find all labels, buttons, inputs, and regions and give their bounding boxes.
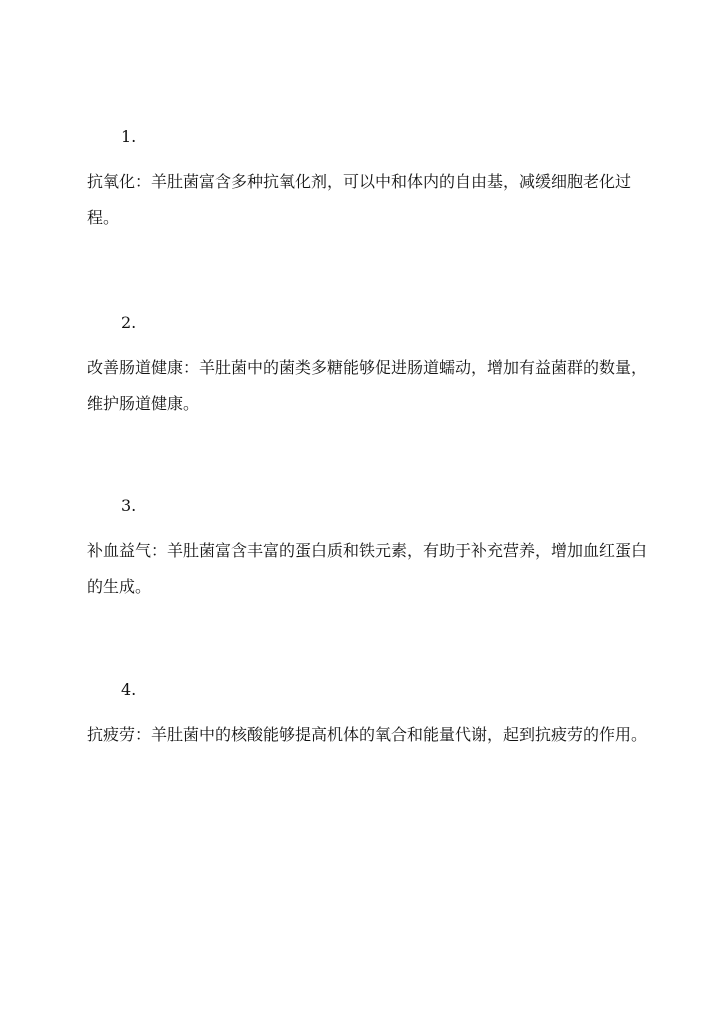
list-item — [87, 496, 647, 605]
item-text: 改善肠道健康：羊肚菌中的菌类多糖能够促进肠道蠕动，增加有益菌群的数量，维护肠道健康。 — [87, 358, 648, 413]
item-number: 1. — [121, 127, 137, 146]
list-item — [87, 127, 647, 236]
list-item — [87, 313, 647, 422]
item-text: 抗疲劳：羊肚菌中的核酸能够提高机体的氧合和能量代谢，起到抗疲劳的作用。 — [87, 725, 648, 744]
item-number: 3. — [121, 496, 137, 515]
item-number: 2. — [121, 313, 137, 332]
item-number: 4. — [121, 680, 137, 699]
list-item — [87, 680, 647, 753]
item-text: 补血益气：羊肚菌富含丰富的蛋白质和铁元素，有助于补充营养，增加血红蛋白的生成。 — [87, 541, 648, 596]
item-text: 抗氧化：羊肚菌富含多种抗氧化剂，可以中和体内的自由基，减缓细胞老化过程。 — [87, 172, 632, 227]
